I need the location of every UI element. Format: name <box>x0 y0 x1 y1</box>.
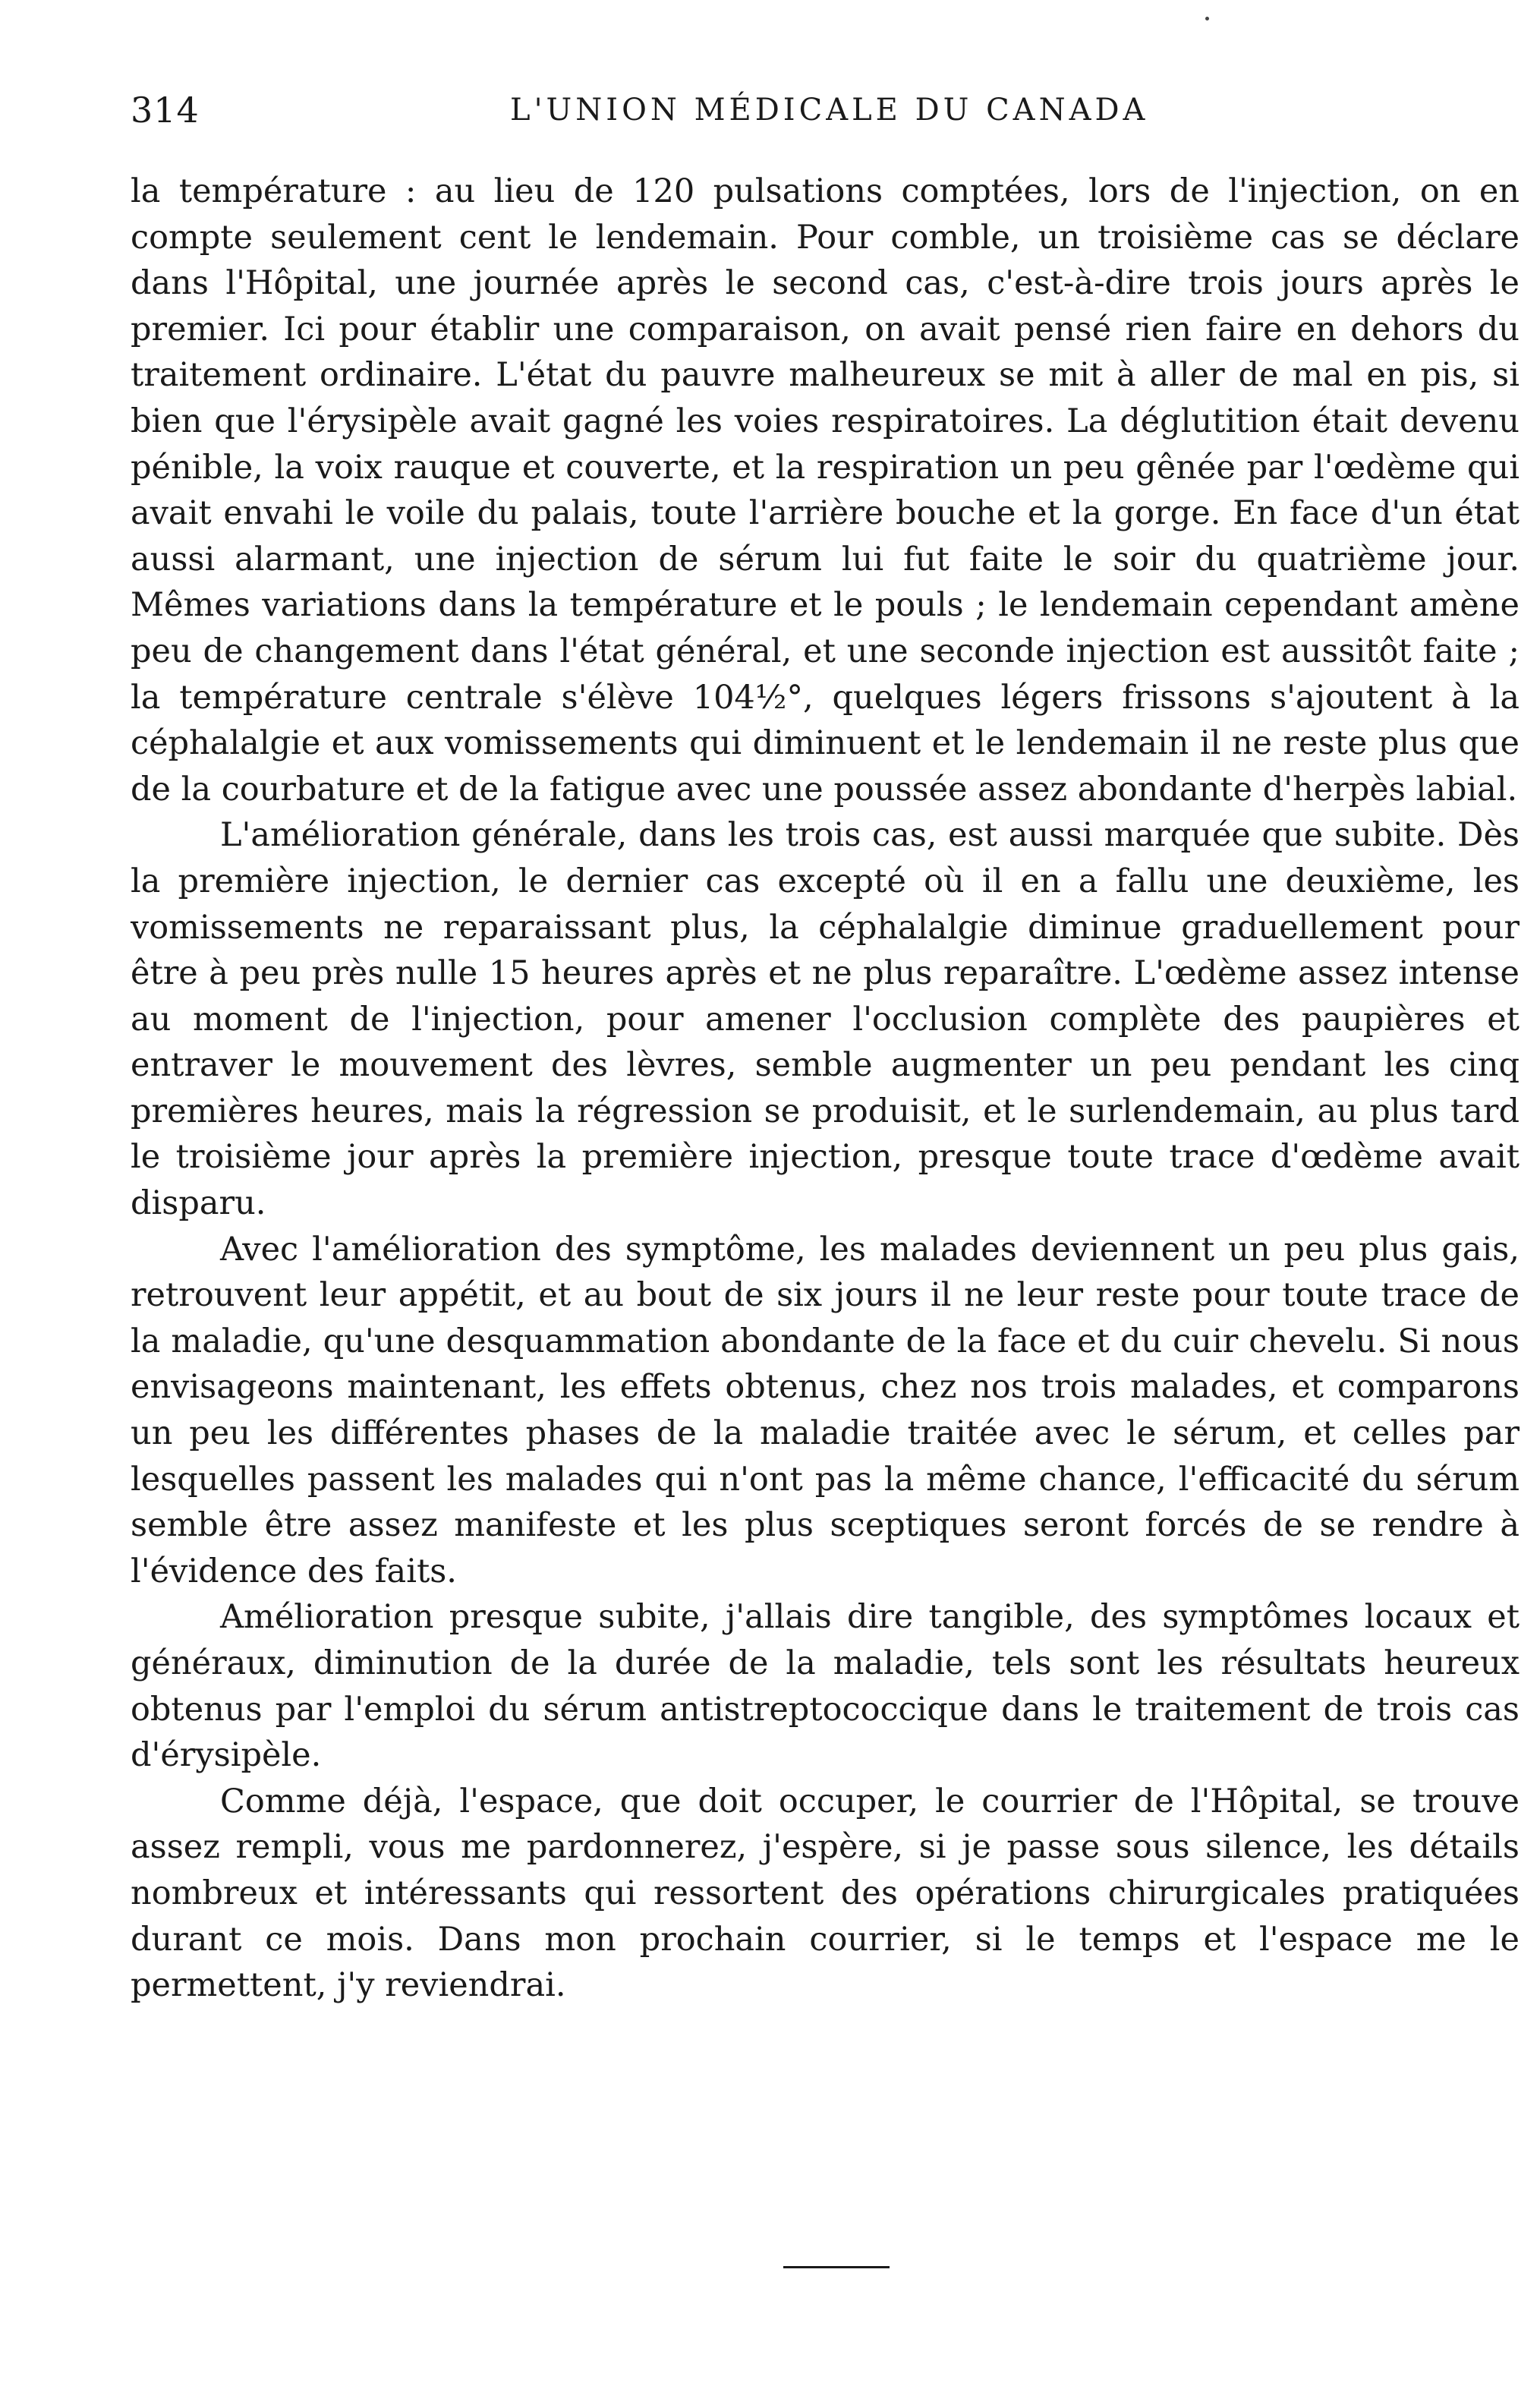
print-speck <box>1205 17 1209 20</box>
page-header <box>131 90 1520 150</box>
article-body <box>131 169 1520 2009</box>
paragraph-5: Comme déjà, l'espace, que doit occuper, le courrier de l'Hôpital, se trouve assez rempli, vous me pardonnerez, j'espère, si je passe sous silence, les détails nombreux et intéressants qui ressortent des opérations chirurgicales pratiquées durant ce mois. Dans mon prochain courrier, si le temps et l'espace me le permettent, j'y reviendrai. <box>131 1782 1520 2005</box>
page-number: 314 <box>131 90 200 131</box>
paragraph-3: Avec l'amélioration des symptôme, les malades deviennent un peu plus gais, retrouvent leur appétit, et au bout de six jours il ne leur reste pour toute trace de la maladie, qu'une desquammation abondante de la face et du cuir chevelu. Si nous envisageons maintenant, les effets obtenus, chez nos trois malades, et comparons un peu les différentes phases de la maladie traitée avec le sérum, et celles par lesquelles passent les malades qui n'ont pas la même chance, l'efficacité du sérum semble être assez manifeste et les plus sceptiques seront forcés de se rendre à l'évidence des faits. <box>131 1230 1520 1590</box>
paragraph-4: Amélioration presque subite, j'allais dire tangible, des symptômes locaux et généraux, diminution de la durée de la maladie, tels sont les résultats heureux obtenus par l'emploi du sérum antistreptococcique dans le traitement de trois cas d'érysipèle. <box>131 1598 1520 1775</box>
section-end-rule <box>783 2266 890 2268</box>
paragraph-2: L'amélioration générale, dans les trois cas, est aussi marquée que subite. Dès la première injection, le dernier cas excepté où il en a fallu une deuxième, les vomissements ne reparaissant plus, la céphalalgie diminue graduellement pour être à peu près nulle 15 heures après et ne plus reparaître. L'œdème assez intense au moment de l'injection, pour amener l'occlusion complète des paupières et entraver le mouvement des lèvres, semble augmenter un peu pendant les cinq premières heures, mais la régression se produisit, et le surlendemain, au plus tard le troisième jour après la première injection, presque toute trace d'œdème avait disparu. <box>131 816 1520 1223</box>
paragraph-1: la température : au lieu de 120 pulsations comptées, lors de l'injection, on en compte seulement cent le lendemain. Pour comble, un troisième cas se déclare dans l'Hôpital, une journée après le second cas, c'est-à-dire trois jours après le premier. Ici pour établir une comparaison, on avait pensé rien faire en dehors du traitement ordinaire. L'état du pauvre malheureux se mit à aller de mal en pis, si bien que l'érysipèle avait gagné les voies respiratoires. La déglutition était devenu pénible, la voix rauque et couverte, et la respiration un peu gênée par l'œdème qui avait envahi le voile du palais, toute l'arrière bouche et la gorge. En face d'un état aussi alarmant, une injection de sérum lui fut faite le soir du quatrième jour. Mêmes variations dans la température et le pouls ; le lendemain cependant amène peu de changement dans l'état général, et une seconde injection est aussitôt faite ; la température centrale s'élève 104½°, quelques légers frissons s'ajoutent à la céphalalgie et aux vomissements qui diminuent et le lendemain il ne reste plus que de la courbature et de la fatigue avec une poussée assez abondante d'herpès labial. <box>131 172 1520 808</box>
running-title: L'UNION MÉDICALE DU CANADA <box>510 93 1149 128</box>
